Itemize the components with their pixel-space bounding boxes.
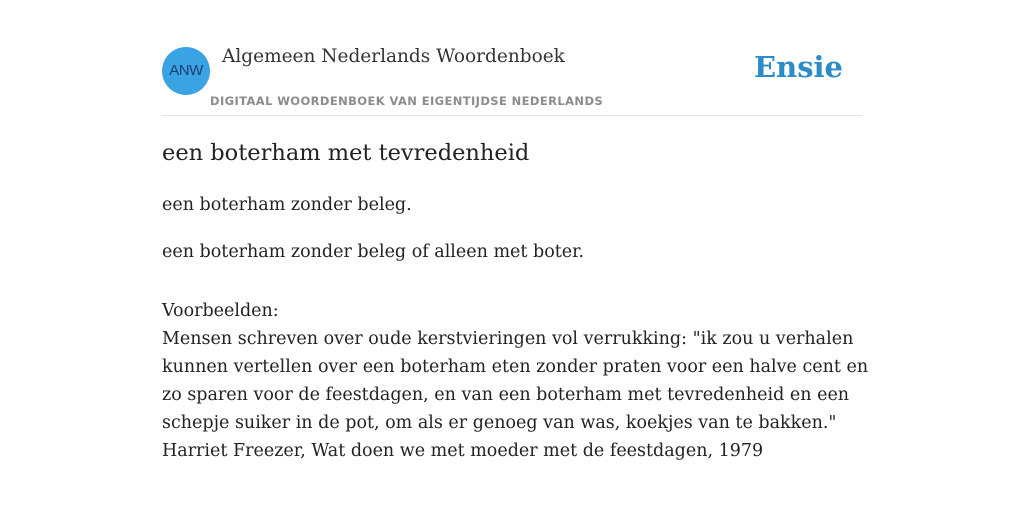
entry-term: een boterham met tevredenheid: [162, 140, 530, 166]
definition-2: een boterham zonder beleg of alleen met boter.: [162, 242, 585, 262]
site-subtitle: DIGITAAL WOORDENBOEK VAN EIGENTIJDSE NEDERLANDS: [210, 94, 604, 108]
ensie-logo[interactable]: Ensie: [754, 50, 843, 84]
example-line: kunnen vertellen over een boterham eten zonder praten voor een halve cent en: [162, 357, 869, 377]
example-source: Harriet Freezer, Wat doen we met moeder met de feestdagen, 1979: [162, 441, 764, 461]
example-line: schepje suiker in de pot, om als er genoeg van was, koekjes van te bakken.": [162, 413, 837, 433]
example-line: zo sparen voor de feestdagen, en van een boterham met tevredenheid en een: [162, 385, 850, 405]
definition-1: een boterham zonder beleg.: [162, 195, 412, 215]
site-title[interactable]: Algemeen Nederlands Woordenboek: [222, 46, 565, 67]
examples-label: Voorbeelden:: [162, 301, 279, 321]
example-line: Mensen schreven over oude kerstvieringen vol verrukking: "ik zou u verhalen: [162, 329, 854, 349]
anw-logo[interactable]: ANW: [162, 47, 210, 95]
header: [162, 0, 862, 116]
examples-block: [162, 297, 869, 465]
